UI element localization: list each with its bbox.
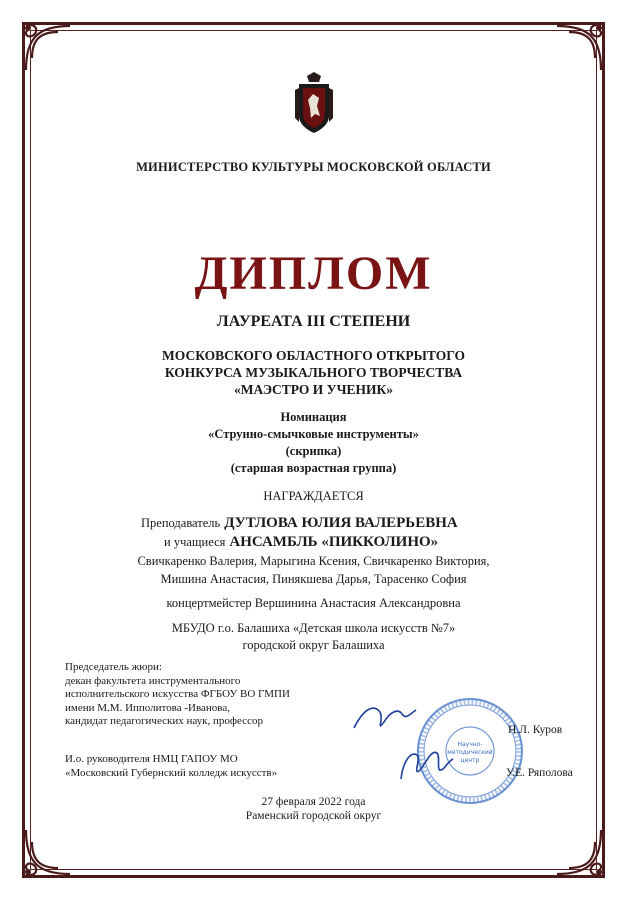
jury-line: декан факультета инструментального — [65, 674, 241, 687]
jury-chair-block — [65, 661, 290, 729]
svg-text:центр: центр — [460, 757, 480, 764]
svg-text:методический: методический — [447, 749, 493, 756]
awarded-label: НАГРАЖДАЕТСЯ — [263, 489, 364, 503]
jury-signer-name: Н.Л. Куров — [508, 724, 563, 736]
nomination-line: «Струнно-смычковые инструменты» — [208, 427, 419, 441]
nomination-line: (скрипка) — [285, 444, 342, 458]
nomination-line: Номинация — [280, 410, 347, 424]
school-line: городской округ Балашиха — [242, 638, 385, 652]
degree-heading: ЛАУРЕАТА III СТЕПЕНИ — [216, 313, 411, 330]
svg-text:Научно-: Научно- — [457, 741, 483, 748]
jury-signature-icon — [350, 698, 420, 738]
member-line: Свичкаренко Валерия, Марыгина Ксения, Свичкаренко Виктория, — [137, 554, 490, 568]
head-block — [65, 753, 277, 780]
nomination-line: (старшая возрастная группа) — [230, 461, 397, 475]
moscow-oblast-coat-of-arms-icon — [293, 72, 335, 134]
corner-ornament-icon — [549, 18, 609, 78]
document-title: ДИПЛОМ — [194, 247, 433, 300]
accompanist-line: концертмейстер Вершинина Анастасия Александровна — [166, 596, 461, 610]
contest-line: «МАЭСТРО И УЧЕНИК» — [233, 382, 394, 397]
corner-ornament-icon — [18, 18, 78, 78]
contest-line: КОНКУРСА МУЗЫКАЛЬНОГО ТВОРЧЕСТВА — [164, 365, 463, 380]
jury-line: имени М.М. Ипполитова -Иванова, — [65, 701, 230, 714]
contest-line: МОСКОВСКОГО ОБЛАСТНОГО ОТКРЫТОГО — [162, 348, 465, 363]
ministry-heading: МИНИСТЕРСТВО КУЛЬТУРЫ МОСКОВСКОЙ ОБЛАСТИ — [136, 160, 491, 174]
students-label: и учащиеся — [164, 535, 226, 549]
head-line: «Московский Губернский колледж искусств» — [65, 766, 278, 779]
issue-place: Раменский городской округ — [245, 810, 382, 822]
teacher-name: ДУТЛОВА ЮЛИЯ ВАЛЕРЬЕВНА — [224, 515, 458, 531]
ensemble-name: АНСАМБЛЬ «ПИККОЛИНО» — [229, 534, 439, 550]
jury-line: кандидат педагогических наук, профессор — [65, 715, 263, 727]
students-row — [164, 533, 438, 551]
head-signer-name: У.Е. Ряполова — [506, 767, 573, 779]
head-signature-icon — [395, 745, 455, 787]
jury-line: Председатель жюри: — [65, 661, 162, 673]
jury-line: исполнительского искусства ФГБОУ ВО ГМПИ — [65, 688, 290, 700]
corner-ornament-icon — [549, 822, 609, 882]
school-line: МБУДО г.о. Балашиха «Детская школа искусств №7» — [171, 621, 456, 635]
teacher-label: Преподаватель — [141, 516, 221, 530]
corner-ornament-icon — [18, 822, 78, 882]
member-line: Мишина Анастасия, Пинякшева Дарья, Тарасенко София — [160, 572, 467, 586]
issue-date: 27 февраля 2022 года — [261, 796, 366, 808]
head-line: И.о. руководителя НМЦ ГАПОУ МО — [65, 753, 238, 765]
teacher-row — [141, 514, 458, 532]
